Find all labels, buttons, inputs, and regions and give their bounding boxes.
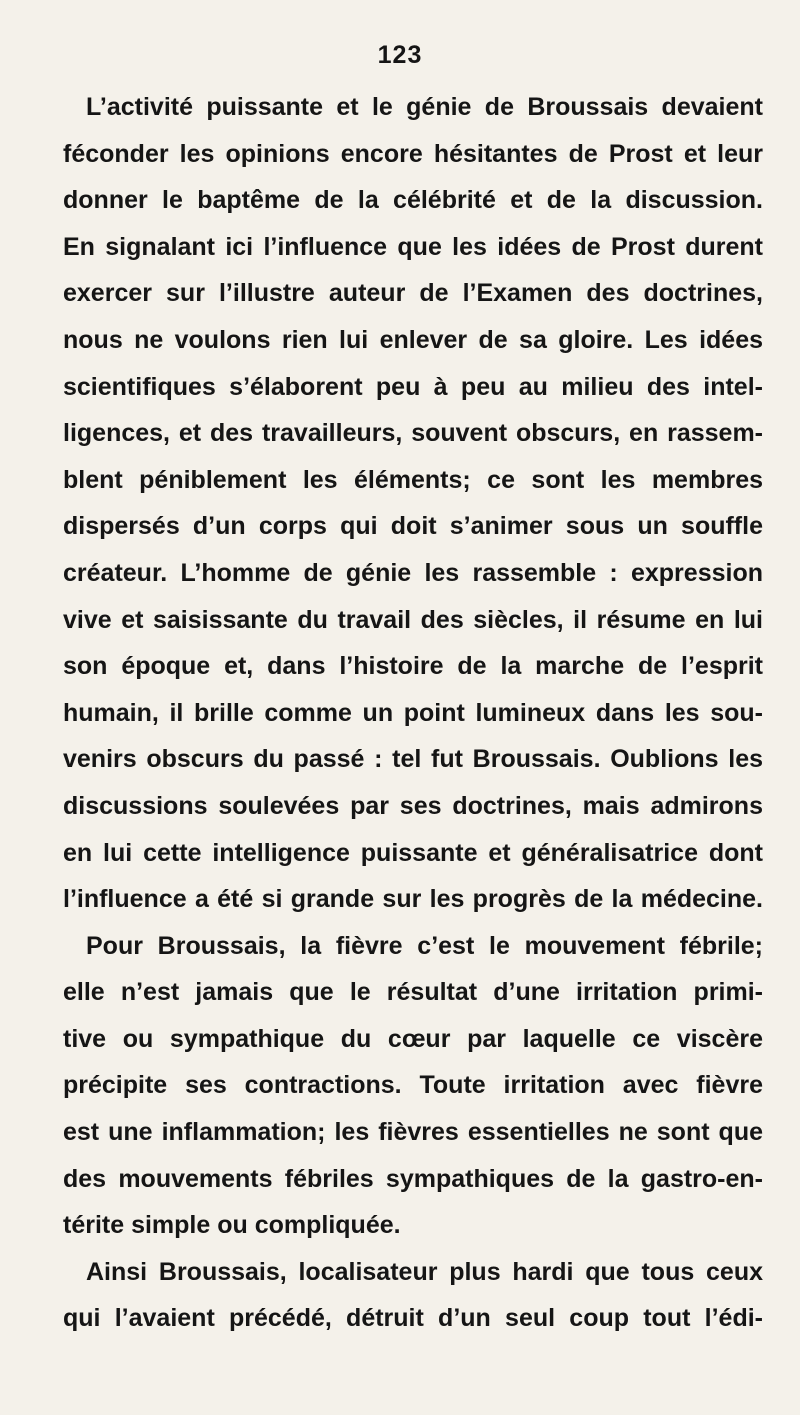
text-line: qui l’avaient précédé, détruit d’un seul coup tout l’édi- (63, 1304, 763, 1333)
text-line: son époque et, dans l’histoire de la marche de l’esprit (63, 652, 763, 681)
text-line: donner le baptême de la célébrité et de la discussion. (63, 186, 763, 215)
text-line: tive ou sympathique du cœur par laquelle ce viscère (63, 1024, 763, 1053)
text-line: venirs obscurs du passé : tel fut Broussais. Oublions les (63, 745, 763, 774)
text-line: ligences, et des travailleurs, souvent obscurs, en rassem- (63, 419, 763, 448)
text-line: vive et saisissante du travail des siècles, il résume en lui (63, 605, 763, 634)
text-line: exercer sur l’illustre auteur de l’Examen des doctrines, (63, 279, 763, 308)
text-line: créateur. L’homme de génie les rassemble : expression (63, 558, 763, 587)
text-line: térite simple ou compliquée. (63, 1211, 401, 1240)
text-line: féconder les opinions encore hésitantes de Prost et leur (63, 139, 763, 168)
text-line: En signalant ici l’influence que les idées de Prost durent (63, 232, 763, 261)
text-line: humain, il brille comme un point lumineux dans les sou- (63, 698, 763, 727)
text-line: précipite ses contractions. Toute irritation avec fièvre (63, 1071, 763, 1100)
text-line: blent péniblement les éléments; ce sont les membres (63, 465, 763, 494)
text-line: est une inflammation; les fièvres essentielles ne sont que (63, 1118, 763, 1147)
text-line: en lui cette intelligence puissante et généralisatrice dont (63, 838, 763, 867)
text-line: nous ne voulons rien lui enlever de sa gloire. Les idées (63, 325, 763, 354)
text-line: scientifiques s’élaborent peu à peu au milieu des intel- (63, 372, 763, 401)
body-text (63, 84, 763, 1342)
text-line: L’activité puissante et le génie de Broussais devaient (86, 93, 763, 121)
text-line: discussions soulevées par ses doctrines, mais admirons (63, 791, 763, 820)
text-line: Ainsi Broussais, localisateur plus hardi que tous ceux (86, 1257, 763, 1286)
text-line: Pour Broussais, la fièvre c’est le mouvement fébrile; (86, 931, 763, 960)
text-line: dispersés d’un corps qui doit s’animer sous un souffle (63, 512, 763, 541)
text-line: des mouvements fébriles sympathiques de la gastro-en- (63, 1164, 763, 1193)
text-line: elle n’est jamais que le résultat d’une irritation primi- (63, 978, 763, 1007)
text-line: l’influence a été si grande sur les progrès de la médecine. (63, 885, 763, 914)
page-number: 123 (377, 41, 423, 69)
